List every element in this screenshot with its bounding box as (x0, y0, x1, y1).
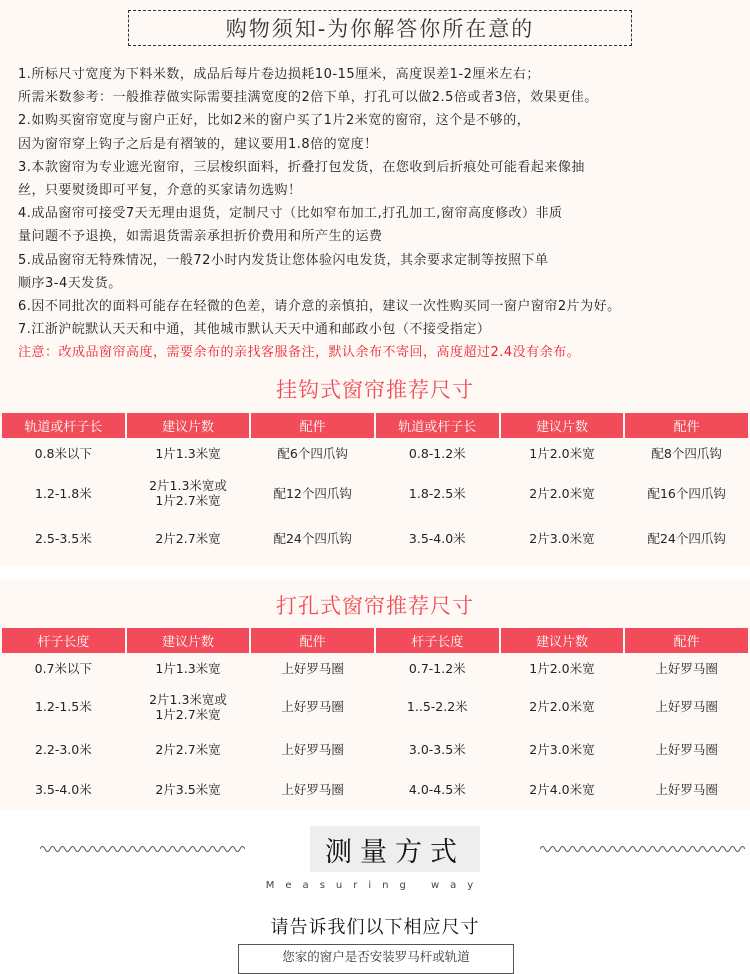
table-cell: 上好罗马圈 (281, 699, 344, 714)
column-header: 杆子长度 (2, 628, 125, 653)
grommet-size-table (0, 628, 750, 810)
table-row (2, 518, 748, 558)
table-cell: 上好罗马圈 (655, 781, 718, 797)
table-row (2, 653, 748, 683)
table-cell: 4.0-4.5米 (408, 781, 466, 797)
table-row (2, 438, 748, 468)
notice-line: 6.因不同批次的面料可能存在轻微的色差，请介意的亲慎拍，建议一次性购买同一窗户窗帘2片为好。 (18, 299, 621, 315)
table-cell: 1片1.3米宽 (155, 445, 221, 461)
column-header: 轨道或杆子长 (2, 413, 125, 438)
table-cell: 1.2-1.8米 (34, 485, 92, 501)
table-cell: 2片3.0米宽 (529, 530, 595, 546)
table-cell: 1片2.0米宽 (529, 660, 595, 676)
grommet-table-title: 打孔式窗帘推荐尺寸 (276, 594, 474, 618)
notice-rules (18, 63, 743, 365)
table-row (2, 768, 748, 810)
table-cell: 1..5-2.2米 (406, 699, 468, 714)
table-cell: 0.7米以下 (34, 660, 93, 676)
table-cell: 0.7-1.2米 (408, 660, 466, 676)
measure-ask-heading: 请告诉我们以下相应尺寸 (270, 917, 480, 938)
column-header: 配件 (251, 628, 374, 653)
hook-table-title: 挂钩式窗帘推荐尺寸 (276, 378, 474, 402)
notice-line: 3.本款窗帘为专业遮光窗帘，三层梭织面料，折叠打包发货，在您收到后折痕处可能看起来像抽 (18, 159, 585, 175)
table-cell: 上好罗马圈 (655, 741, 718, 757)
column-header: 建议片数 (501, 413, 624, 438)
table-cell: 配8个四爪钩 (651, 445, 722, 461)
table-cell: 2片4.0米宽 (529, 781, 595, 797)
table-cell: 上好罗马圈 (281, 660, 344, 676)
table-row (2, 730, 748, 768)
column-header: 配件 (625, 628, 748, 653)
notice-line: 1.所标尺寸宽度为下料米数，成品后每片卷边损耗10-15厘米，高度误差1-2厘米左右； (18, 67, 540, 82)
table-cell: 1片2.0米宽 (529, 445, 595, 461)
table-cell: 2片1.3米宽或 1片2.7米宽 (149, 478, 227, 508)
table-cell: 3.5-4.0米 (408, 530, 466, 546)
wavy-divider-right (540, 843, 745, 855)
column-header: 建议片数 (127, 413, 250, 438)
table-cell: 2片2.7米宽 (155, 530, 221, 546)
table-header-row (2, 628, 748, 653)
table-cell: 3.0-3.5米 (408, 741, 466, 757)
column-header: 杆子长度 (376, 628, 499, 653)
table-cell: 2片1.3米宽或 1片2.7米宽 (149, 691, 227, 722)
table-cell: 1.8-2.5米 (408, 485, 466, 501)
table-cell: 2片3.5米宽 (155, 781, 221, 797)
notice-title: 购物须知-为你解答你所在意的 (128, 10, 632, 46)
notice-line: 量问题不予退换，如需退货需亲承担折价费用和所产生的运费 (18, 229, 383, 245)
table-cell: 1片1.3米宽 (155, 660, 221, 676)
table-cell: 配12个四爪钩 (273, 485, 352, 501)
table-cell: 2.2-3.0米 (34, 741, 92, 757)
table-cell: 2片2.0米宽 (529, 699, 595, 714)
table-cell: 上好罗马圈 (655, 660, 718, 676)
table-cell: 配6个四爪钩 (277, 445, 348, 461)
table-cell: 0.8米以下 (34, 445, 93, 461)
notice-line: 7.江浙沪皖默认天天和中通，其他城市默认天天中通和邮政小包（不接受指定） (18, 322, 491, 338)
table-cell: 上好罗马圈 (281, 781, 344, 797)
column-header: 建议片数 (501, 628, 624, 653)
table-row (2, 468, 748, 518)
table-cell: 配24个四爪钩 (647, 530, 726, 546)
notice-line: 4.成品窗帘可接受7天无理由退货，定制尺寸（比如窄布加工,打孔加工,窗帘高度修改）非质 (18, 206, 563, 222)
window-question-box: 您家的窗户是否安装罗马杆或轨道 (238, 944, 514, 974)
table-cell: 配24个四爪钩 (273, 530, 352, 546)
notice-line: 所需米数参考：一般推荐做实际需要挂满宽度的2倍下单，打孔可以做2.5倍或者3倍，效果更佳。 (18, 90, 598, 106)
table-cell: 1.2-1.5米 (34, 699, 92, 714)
table-cell: 2片2.0米宽 (529, 485, 595, 501)
table-row (2, 683, 748, 730)
column-header: 轨道或杆子长 (376, 413, 499, 438)
measure-subtitle: Measuring way (265, 880, 485, 891)
notice-line: 丝，只要熨烫即可平复，介意的买家请勿选购！ (18, 183, 302, 199)
notice-warning: 注意：改成品窗帘高度，需要余布的亲找客服备注，默认余布不寄回，高度超过2.4没有余布。 (18, 345, 581, 361)
table-cell: 2片3.0米宽 (529, 741, 595, 757)
table-header-row (2, 413, 748, 438)
table-cell: 2片2.7米宽 (155, 741, 221, 757)
column-header: 配件 (625, 413, 748, 438)
table-cell: 配16个四爪钩 (647, 485, 726, 501)
notice-line: 2.如购买窗帘宽度与窗户正好，比如2米的窗户买了1片2米宽的窗帘，这个是不够的， (18, 113, 531, 129)
table-cell: 3.5-4.0米 (34, 781, 92, 797)
notice-line: 5.成品窗帘无特殊情况，一般72小时内发货让您体验闪电发货，其余要求定制等按照下单 (18, 252, 549, 268)
measure-title: 测量方式 (310, 826, 480, 872)
table-cell: 2.5-3.5米 (34, 530, 92, 546)
notice-line: 顺序3-4天发货。 (18, 275, 122, 291)
notice-line: 因为窗帘穿上钩子之后是有褶皱的，建议要用1.8倍的宽度！ (18, 136, 378, 152)
table-cell: 0.8-1.2米 (408, 445, 466, 461)
table-cell: 上好罗马圈 (655, 699, 718, 714)
column-header: 配件 (251, 413, 374, 438)
shopping-notice-panel (0, 0, 750, 372)
column-header: 建议片数 (127, 628, 250, 653)
table-cell: 上好罗马圈 (281, 741, 344, 757)
hook-size-table (0, 413, 750, 558)
wavy-divider-left (40, 843, 245, 855)
